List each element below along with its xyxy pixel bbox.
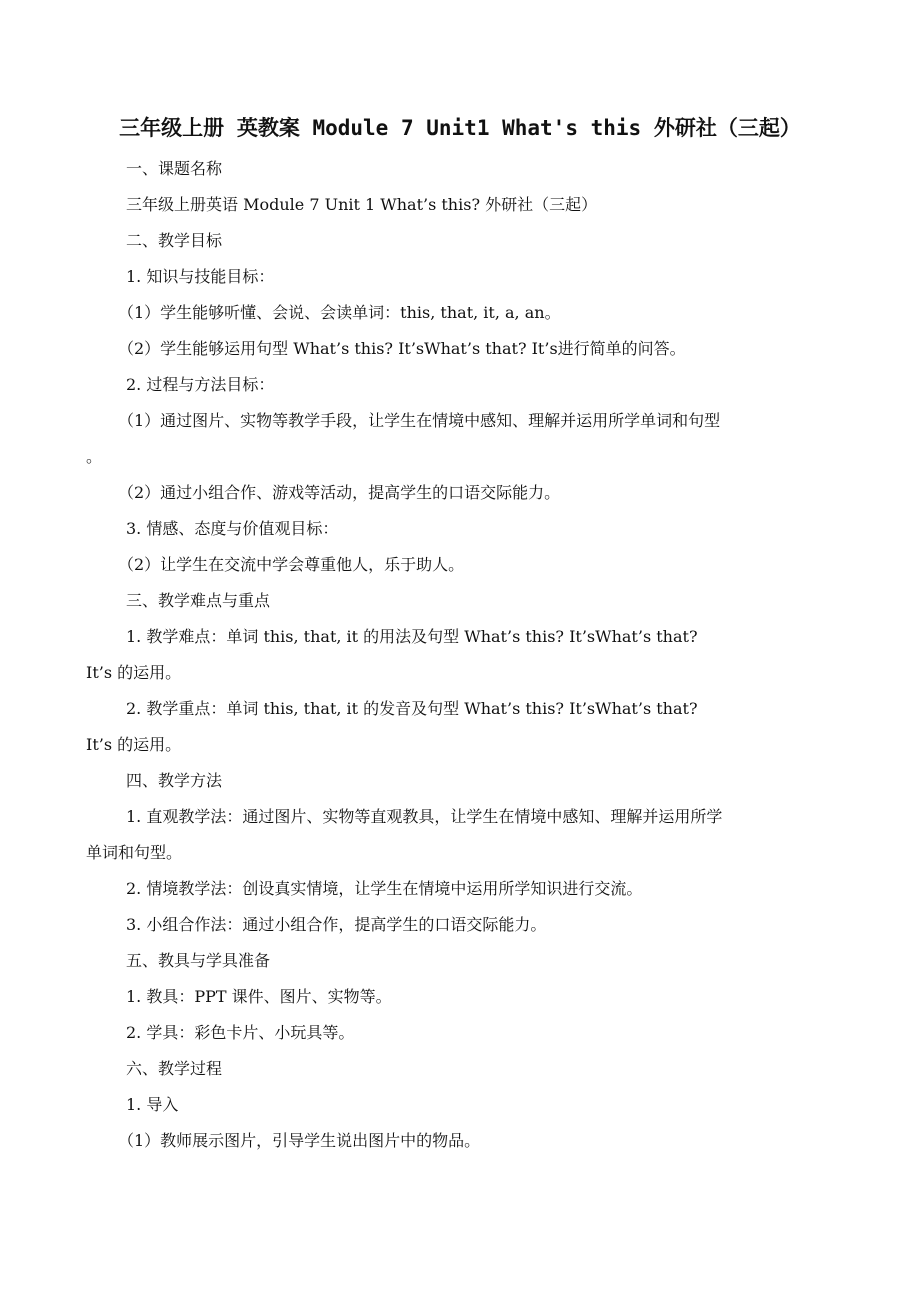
paragraph-method-1-cont: 单词和句型。 xyxy=(86,843,183,862)
paragraph-process-1: （1）通过图片、实物等教学手段，让学生在情境中感知、理解并运用所学单词和句型 xyxy=(118,411,721,430)
paragraph-key-point-cont: It’s 的运用。 xyxy=(86,735,182,754)
subheading-knowledge: 1. 知识与技能目标： xyxy=(126,267,275,286)
paragraph-topic-name: 三年级上册英语 Module 7 Unit 1 What’s this? 外研社（三起） xyxy=(126,195,598,214)
paragraph-key-point: 2. 教学重点：单词 this, that, it 的发音及句型 What’s this? It’sWhat’s that? xyxy=(126,699,698,718)
paragraph-process-2: （2）通过小组合作、游戏等活动，提高学生的口语交际能力。 xyxy=(118,483,561,502)
paragraph-method-1: 1. 直观教学法：通过图片、实物等直观教具，让学生在情境中感知、理解并运用所学 xyxy=(126,807,723,826)
paragraph-method-2: 2. 情境教学法：创设真实情境，让学生在情境中运用所学知识进行交流。 xyxy=(126,879,643,898)
subheading-intro: 1. 导入 xyxy=(126,1095,179,1114)
subheading-process: 2. 过程与方法目标： xyxy=(126,375,275,394)
section-heading-objectives: 二、教学目标 xyxy=(126,231,223,250)
section-heading-process: 六、教学过程 xyxy=(126,1059,223,1078)
subheading-values: 3. 情感、态度与价值观目标： xyxy=(126,519,339,538)
paragraph-method-3: 3. 小组合作法：通过小组合作，提高学生的口语交际能力。 xyxy=(126,915,547,934)
section-heading-difficulties: 三、教学难点与重点 xyxy=(126,591,271,610)
paragraph-values-2: （2）让学生在交流中学会尊重他人，乐于助人。 xyxy=(118,555,465,574)
paragraph-difficulty: 1. 教学难点：单词 this, that, it 的用法及句型 What’s this? It’sWhat’s that? xyxy=(126,627,698,646)
section-heading-methods: 四、教学方法 xyxy=(126,771,223,790)
paragraph-materials-2: 2. 学具：彩色卡片、小玩具等。 xyxy=(126,1023,355,1042)
section-heading-topic: 一、课题名称 xyxy=(126,159,223,178)
paragraph-knowledge-1: （1）学生能够听懂、会说、会读单词：this, that, it, a, an。 xyxy=(118,303,561,322)
section-heading-materials: 五、教具与学具准备 xyxy=(126,951,271,970)
paragraph-knowledge-2: （2）学生能够运用句型 What’s this? It’sWhat’s that? It’s进行简单的问答。 xyxy=(118,339,686,358)
paragraph-materials-1: 1. 教具：PPT 课件、图片、实物等。 xyxy=(126,987,392,1006)
paragraph-process-1-cont: 。 xyxy=(86,447,103,466)
paragraph-difficulty-cont: It’s 的运用。 xyxy=(86,663,182,682)
paragraph-intro-1: （1）教师展示图片，引导学生说出图片中的物品。 xyxy=(118,1131,481,1150)
document-title: 三年级上册 英教案 Module 7 Unit1 What's this 外研社（三起） xyxy=(119,116,801,140)
